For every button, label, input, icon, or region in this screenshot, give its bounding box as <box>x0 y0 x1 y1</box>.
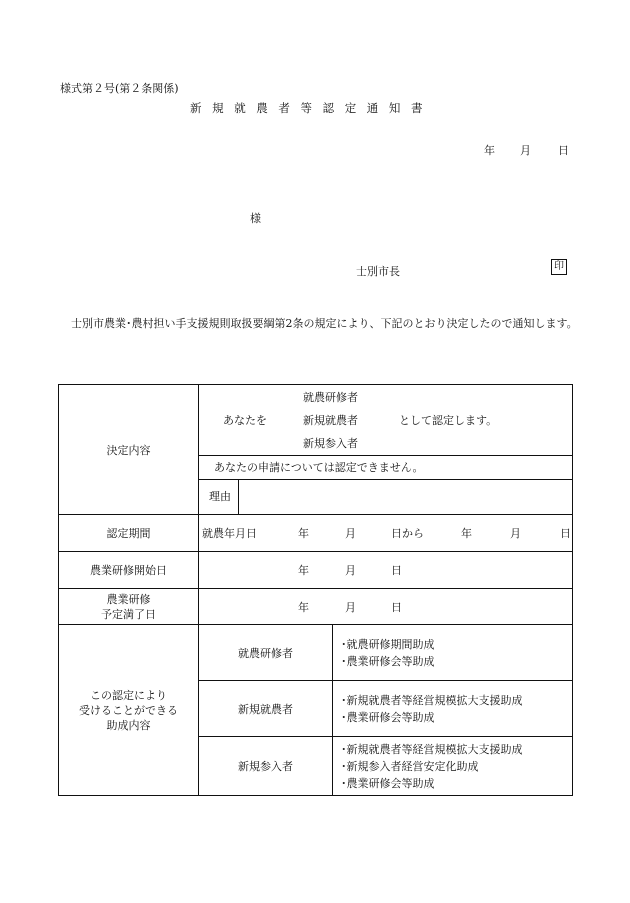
subsidy-items-trainee <box>333 625 573 681</box>
subsidy-label-line1: この認定により <box>90 688 167 702</box>
subsidy-item: ･農業研修会等助成 <box>341 776 435 790</box>
period-to-day: 日 <box>560 527 571 540</box>
training-start-label: 農業研修開始日 <box>90 564 167 577</box>
training-start-month: 月 <box>345 564 356 577</box>
subsidy-item: ･農業研修会等助成 <box>341 710 435 724</box>
issuer-name: 士別市長 <box>356 265 400 278</box>
approve-suffix: として認定します。 <box>399 414 498 427</box>
subsidy-item: ･新規就農者等経営規模拡大支援助成 <box>341 693 523 707</box>
date-day: 日 <box>558 144 569 157</box>
training-end-label-line1: 農業研修 <box>106 592 151 606</box>
training-end-year: 年 <box>298 600 309 614</box>
period-from-day: 日から <box>391 527 424 540</box>
training-start-day: 日 <box>391 564 402 577</box>
subsidy-item: ･就農研修期間助成 <box>341 637 435 651</box>
subsidy-category-trainee <box>199 625 333 681</box>
period-label: 認定期間 <box>106 527 151 540</box>
subsidy-category-new-entrant <box>199 737 333 796</box>
training-end-label-line2: 予定満了日 <box>101 607 156 621</box>
training-end-label-cell <box>59 589 199 625</box>
training-end-month: 月 <box>345 600 356 614</box>
document-title: 新規就農者等認定通知書 <box>190 101 434 115</box>
subsidy-category-label: 新規就農者 <box>238 702 293 716</box>
training-start-year: 年 <box>298 564 309 577</box>
reason-line <box>199 479 572 514</box>
decision-label: 決定内容 <box>106 443 151 457</box>
date-line <box>484 142 569 158</box>
subsidy-label-line3: 助成内容 <box>106 718 151 732</box>
decision-label-cell <box>59 385 199 515</box>
training-start-value-cell <box>199 552 573 589</box>
you-text: あなたを <box>223 414 267 427</box>
subsidy-items-new-entrant <box>333 737 573 796</box>
body-paragraph: 士別市農業･農村担い手支援規則取扱要綱第2条の規定により、下記のとおり決定したので通知します。 <box>71 317 578 330</box>
certification-table <box>58 384 573 796</box>
approval-block <box>199 385 572 455</box>
option-new-entrant: 新規参入者 <box>303 437 358 450</box>
subsidy-category-new-farmer <box>199 681 333 737</box>
form-number: 様式第２号(第２条関係) <box>60 82 179 95</box>
reason-label: 理由 <box>199 480 239 514</box>
reject-line: あなたの申請については認定できません。 <box>199 455 572 479</box>
period-to-year: 年 <box>461 527 472 540</box>
period-prefix: 就農年月日 <box>202 527 257 540</box>
subsidy-category-label: 就農研修者 <box>238 646 293 660</box>
date-year: 年 <box>484 144 495 157</box>
subsidy-items-new-farmer <box>333 681 573 737</box>
decision-content-cell <box>199 385 573 515</box>
period-label-cell <box>59 515 199 552</box>
training-end-day: 日 <box>391 600 402 614</box>
option-trainee: 就農研修者 <box>303 391 358 404</box>
subsidy-item: ･新規参入者経営安定化助成 <box>341 759 479 773</box>
subsidy-item: ･農業研修会等助成 <box>341 654 435 668</box>
training-start-label-cell <box>59 552 199 589</box>
subsidy-label-line2: 受けることができる <box>79 703 178 717</box>
period-to-month: 月 <box>510 527 521 540</box>
subsidy-category-label: 新規参入者 <box>238 760 293 773</box>
seal-mark: 印 <box>551 259 567 275</box>
option-new-farmer: 新規就農者 <box>303 414 358 427</box>
period-value-cell <box>199 515 573 552</box>
period-from-month: 月 <box>345 527 356 540</box>
date-month: 月 <box>520 144 531 157</box>
reason-field <box>239 480 572 514</box>
subsidy-item: ･新規就農者等経営規模拡大支援助成 <box>341 742 523 756</box>
recipient-honorific: 様 <box>250 212 261 225</box>
training-end-value-cell <box>199 589 573 625</box>
period-from-year: 年 <box>298 527 309 540</box>
subsidy-label-cell <box>59 625 199 796</box>
